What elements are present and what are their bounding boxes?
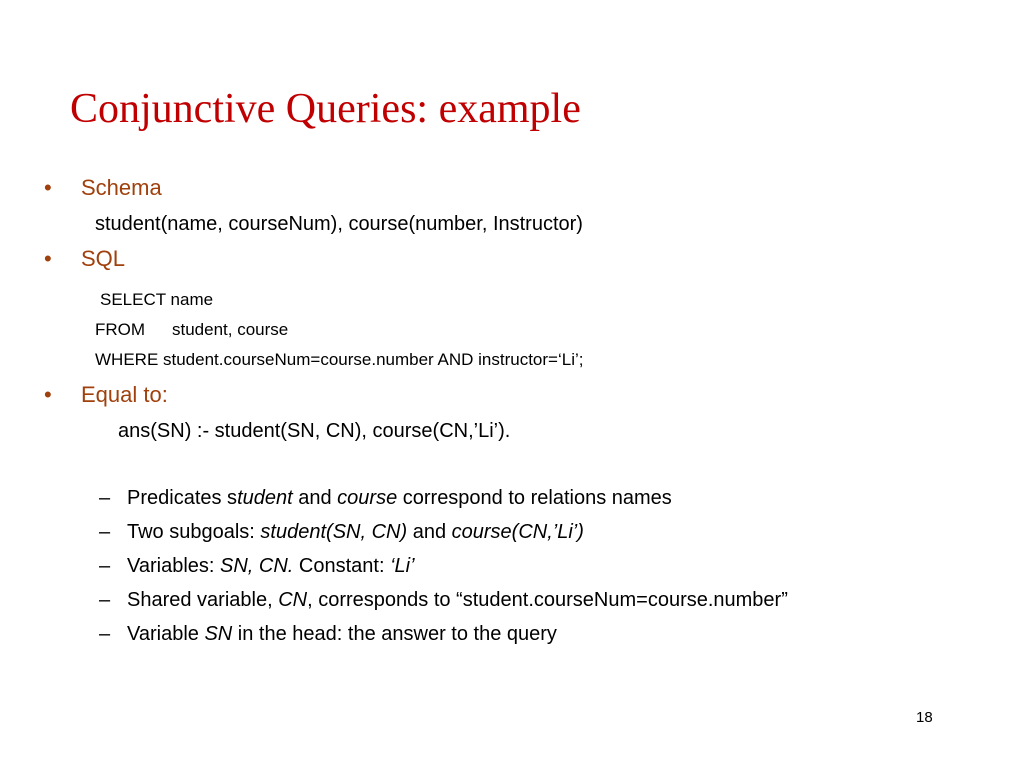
note-italic: ‘Li’ [390, 555, 415, 577]
sql-select-line: SELECT name [100, 290, 214, 309]
schema-definition: student(name, courseNum), course(number, Instructor) [95, 213, 583, 235]
note-predicates [99, 485, 672, 511]
note-text: Predicates s [127, 487, 238, 509]
note-variables [99, 553, 415, 579]
note-italic: SN [204, 623, 233, 645]
note-italic: course [337, 487, 398, 509]
note-text: Shared variable, [127, 589, 279, 611]
conjunctive-query: ans(SN) :- student(SN, CN), course(CN,’Li’). [118, 420, 511, 442]
bullet-sql-label: SQL [81, 246, 126, 271]
dash-marker: – [99, 555, 111, 577]
dash-marker: – [99, 589, 111, 611]
note-italic: student(SN, CN) [260, 521, 408, 543]
bullet-marker: • [44, 382, 52, 407]
note-text: , corresponds to “student.courseNum=course.number” [307, 589, 788, 611]
note-italic: tudent [237, 487, 293, 509]
sql-from-line [95, 319, 288, 341]
note-text: and [292, 487, 338, 509]
note-text: Constant: [293, 555, 391, 577]
dash-marker: – [99, 487, 111, 509]
note-text: Two subgoals: [127, 521, 261, 543]
bullet-equal [44, 381, 168, 409]
note-text: Variable [127, 623, 205, 645]
note-text: and [407, 521, 452, 543]
note-italic: SN, CN. [220, 555, 294, 577]
sql-from-keyword: FROM [95, 320, 146, 339]
note-head-variable [99, 621, 557, 647]
note-text: in the head: the answer to the query [232, 623, 557, 645]
note-italic: course(CN,’Li’) [451, 521, 584, 543]
bullet-sql [44, 245, 125, 273]
sql-where-line: WHERE student.courseNum=course.number AND instructor=‘Li’; [95, 350, 584, 369]
note-italic: CN [278, 589, 308, 611]
page-number: 18 [916, 709, 933, 726]
note-subgoals [99, 519, 584, 545]
note-text: Variables: [127, 555, 221, 577]
dash-marker: – [99, 521, 111, 543]
bullet-schema-label: Schema [81, 175, 162, 200]
bullet-schema [44, 174, 162, 202]
note-shared-variable [99, 587, 788, 613]
slide-title: Conjunctive Queries: example [70, 86, 581, 132]
dash-marker: – [99, 623, 111, 645]
bullet-equal-label: Equal to: [81, 382, 168, 407]
sql-from-tables: student, course [172, 320, 289, 339]
bullet-marker: • [44, 246, 52, 271]
bullet-marker: • [44, 175, 52, 200]
note-text: correspond to relations names [397, 487, 672, 509]
